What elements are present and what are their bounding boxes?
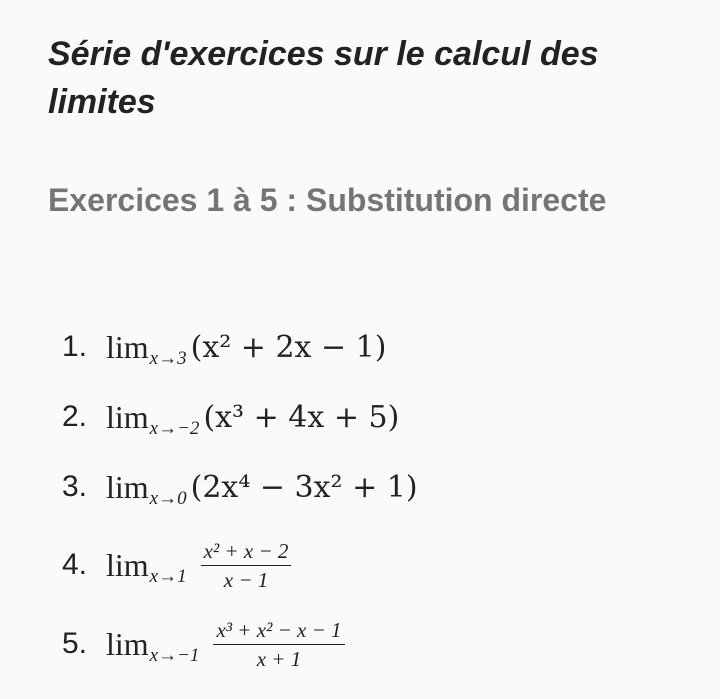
limit-expression — [106, 398, 400, 439]
limit-approach: x→−1 — [149, 645, 200, 666]
limit-approach: x→0 — [149, 488, 187, 509]
limit-body: (x³ + 4x + 5) — [203, 399, 400, 435]
exercise-item-4 — [62, 535, 291, 595]
fraction-denominator: x + 1 — [256, 646, 302, 671]
fraction — [213, 618, 344, 671]
lim-operator: lim — [106, 328, 149, 365]
fraction-denominator: x − 1 — [223, 567, 269, 592]
exercise-item-1 — [62, 322, 386, 372]
lim-operator: lim — [106, 625, 149, 662]
exercise-item-2 — [62, 392, 399, 442]
exercise-number: 2. — [62, 400, 88, 433]
fraction-numerator: x² + x − 2 — [201, 539, 292, 566]
limit-expression — [106, 328, 387, 369]
exercise-number: 4. — [62, 548, 88, 581]
limit-expression — [106, 618, 345, 671]
exercise-item-3 — [62, 462, 418, 512]
lim-operator: lim — [106, 468, 149, 505]
exercise-number: 3. — [62, 470, 88, 503]
limit-approach: x→3 — [149, 348, 187, 369]
fraction-numerator: x³ + x² − x − 1 — [213, 618, 344, 645]
limit-body: (2x⁴ − 3x² + 1) — [190, 469, 418, 505]
limit-expression — [106, 468, 418, 509]
page-title: Série d'exercices sur le calcul des limites — [48, 35, 599, 121]
fraction — [201, 539, 292, 592]
lim-operator: lim — [106, 398, 149, 435]
limit-body: (x² + 2x − 1) — [190, 329, 387, 365]
lim-operator: lim — [106, 546, 149, 583]
limit-approach: x→−2 — [149, 418, 200, 439]
exercise-item-5 — [62, 614, 345, 674]
section-subtitle: Exercices 1 à 5 : Substitution directe — [48, 182, 607, 218]
limit-expression — [106, 539, 291, 592]
exercise-number: 5. — [62, 627, 88, 660]
limit-approach: x→1 — [149, 566, 187, 587]
exercise-number: 1. — [62, 330, 88, 363]
